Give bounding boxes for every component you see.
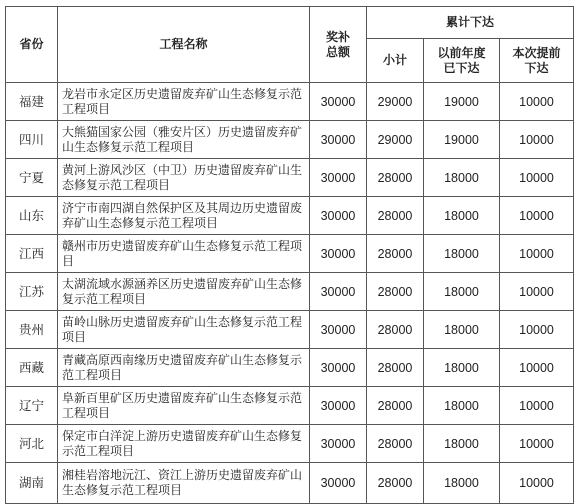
cell-total: 30000 (310, 121, 367, 159)
header-subtotal: 小计 (367, 39, 424, 83)
header-project-name: 工程名称 (58, 7, 310, 83)
cell-previous: 18000 (424, 273, 500, 311)
table-row (6, 273, 574, 311)
cell-project-name: 大熊猫国家公园（雅安片区）历史遗留废弃矿山生态修复示范工程项目 (58, 121, 310, 159)
cell-total: 30000 (310, 349, 367, 387)
cell-province: 山东 (6, 197, 58, 235)
table-row (6, 235, 574, 273)
cell-subtotal: 28000 (367, 387, 424, 425)
cell-province: 福建 (6, 83, 58, 121)
header-total-line1: 奖补 (325, 29, 350, 44)
cell-total: 30000 (310, 387, 367, 425)
cell-province: 江西 (6, 235, 58, 273)
cell-subtotal: 28000 (367, 273, 424, 311)
cell-subtotal: 28000 (367, 349, 424, 387)
cell-current: 10000 (500, 121, 574, 159)
header-previous-line1: 以前年度 (437, 45, 486, 60)
cell-subtotal: 28000 (367, 159, 424, 197)
cell-current: 10000 (500, 235, 574, 273)
table-row (6, 349, 574, 387)
cell-previous: 18000 (424, 235, 500, 273)
cell-total: 30000 (310, 311, 367, 349)
cell-subtotal: 29000 (367, 121, 424, 159)
cell-subtotal: 28000 (367, 425, 424, 463)
table-header (6, 7, 574, 83)
cell-subtotal: 28000 (367, 311, 424, 349)
cell-province: 宁夏 (6, 159, 58, 197)
header-previous-years (424, 39, 500, 83)
cell-province: 辽宁 (6, 387, 58, 425)
cell-project-name: 黄河上游风沙区（中卫）历史遗留废弃矿山生态修复示范工程项目 (58, 159, 310, 197)
cell-province: 湖南 (6, 463, 58, 504)
cell-previous: 19000 (424, 83, 500, 121)
cell-project-name: 赣州市历史遗留废弃矿山生态修复示范工程项目 (58, 235, 310, 273)
cell-previous: 18000 (424, 463, 500, 504)
cell-subtotal: 28000 (367, 197, 424, 235)
cell-total: 30000 (310, 83, 367, 121)
cell-previous: 19000 (424, 121, 500, 159)
cell-current: 10000 (500, 159, 574, 197)
table-row (6, 121, 574, 159)
table-body (6, 83, 574, 504)
cell-subtotal: 28000 (367, 463, 424, 504)
cell-province: 四川 (6, 121, 58, 159)
cell-previous: 18000 (424, 197, 500, 235)
cell-total: 30000 (310, 197, 367, 235)
cell-current: 10000 (500, 83, 574, 121)
table-row (6, 197, 574, 235)
table-row (6, 425, 574, 463)
header-current-line1: 本次提前 (512, 45, 561, 60)
header-current-advance (500, 39, 574, 83)
header-province: 省份 (6, 7, 58, 83)
cell-total: 30000 (310, 273, 367, 311)
header-current-line2: 下达 (524, 60, 549, 75)
cell-total: 30000 (310, 463, 367, 504)
cell-province: 贵州 (6, 311, 58, 349)
table-row (6, 463, 574, 504)
cell-current: 10000 (500, 197, 574, 235)
cell-project-name: 湘桂岩溶地沅江、资江上游历史遗留废弃矿山生态修复示范工程项目 (58, 463, 310, 504)
cell-previous: 18000 (424, 159, 500, 197)
cell-project-name: 太湖流域水源涵养区历史遗留废弃矿山生态修复示范工程项目 (58, 273, 310, 311)
table-row (6, 159, 574, 197)
cell-total: 30000 (310, 159, 367, 197)
cell-previous: 18000 (424, 425, 500, 463)
table-row (6, 311, 574, 349)
cell-current: 10000 (500, 349, 574, 387)
header-previous-line2: 已下达 (443, 60, 480, 75)
cell-project-name: 苗岭山脉历史遗留废弃矿山生态修复示范工程项目 (58, 311, 310, 349)
funding-table (5, 6, 574, 504)
cell-project-name: 阜新百里矿区历史遗留废弃矿山生态修复示范工程项目 (58, 387, 310, 425)
cell-current: 10000 (500, 387, 574, 425)
cell-current: 10000 (500, 311, 574, 349)
cell-current: 10000 (500, 273, 574, 311)
cell-previous: 18000 (424, 387, 500, 425)
cell-province: 河北 (6, 425, 58, 463)
header-total-line2: 总额 (325, 44, 350, 59)
cell-previous: 18000 (424, 311, 500, 349)
cell-current: 10000 (500, 425, 574, 463)
table-row (6, 83, 574, 121)
header-total-amount (310, 7, 367, 83)
cell-province: 西藏 (6, 349, 58, 387)
cell-current: 10000 (500, 463, 574, 504)
cell-project-name: 济宁市南四湖自然保护区及其周边历史遗留废弃矿山生态修复示范工程项目 (58, 197, 310, 235)
table-row (6, 387, 574, 425)
cell-previous: 18000 (424, 349, 500, 387)
cell-project-name: 青藏高原西南缘历史遗留废弃矿山生态修复示范工程项目 (58, 349, 310, 387)
cell-province: 江苏 (6, 273, 58, 311)
header-cumulative: 累计下达 (367, 7, 574, 39)
cell-subtotal: 28000 (367, 235, 424, 273)
cell-project-name: 龙岩市永定区历史遗留废弃矿山生态修复示范工程项目 (58, 83, 310, 121)
cell-subtotal: 29000 (367, 83, 424, 121)
cell-total: 30000 (310, 235, 367, 273)
cell-project-name: 保定市白洋淀上游历史遗留废弃矿山生态修复示范工程项目 (58, 425, 310, 463)
cell-total: 30000 (310, 425, 367, 463)
funding-table-container (5, 6, 574, 504)
